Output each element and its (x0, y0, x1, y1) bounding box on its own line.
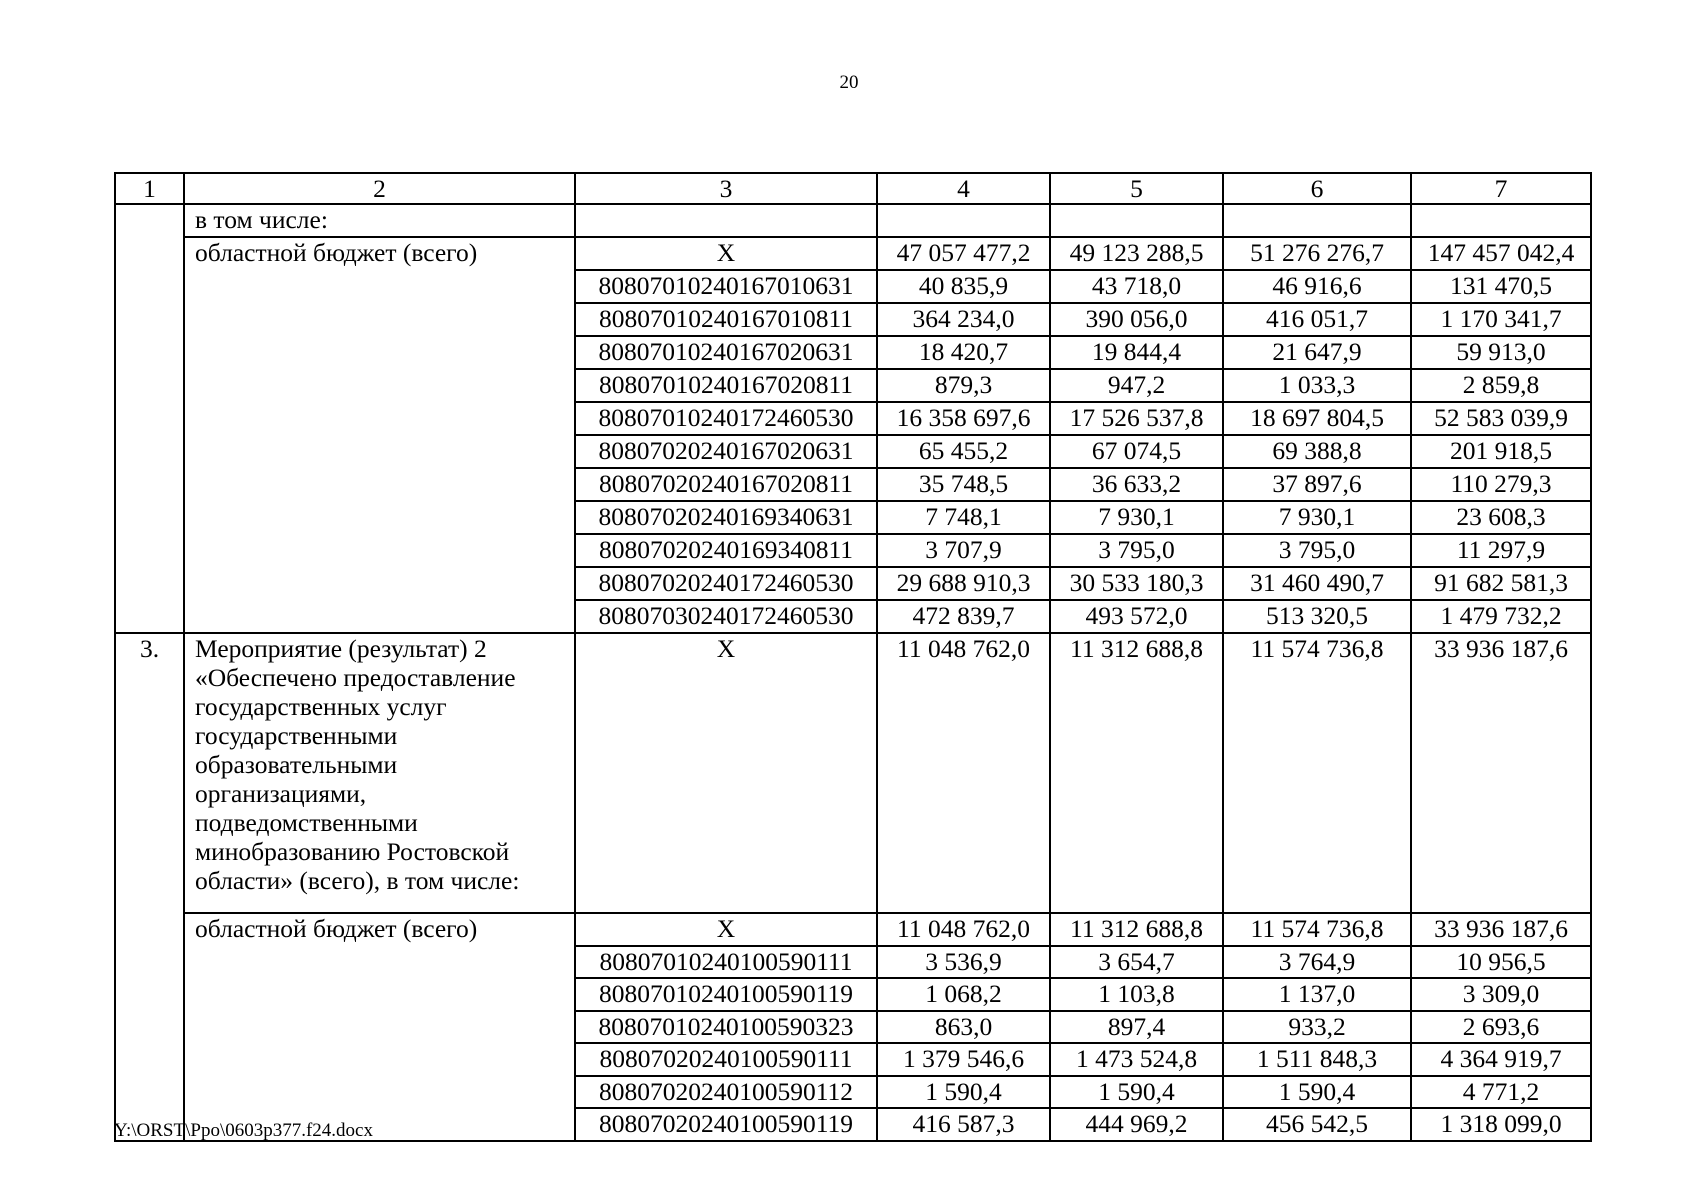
value-cell: 947,2 (1050, 369, 1223, 402)
value-cell: 1 318 099,0 (1411, 1108, 1591, 1141)
header-cell: 6 (1223, 173, 1411, 204)
value-cell: 513 320,5 (1223, 600, 1411, 633)
intro-row (115, 204, 1591, 237)
code-cell: 80807020240100590112 (575, 1076, 877, 1109)
value-cell: 11 574 736,8 (1223, 913, 1411, 946)
value-cell: 3 764,9 (1223, 946, 1411, 979)
code-cell: 80807020240100590111 (575, 1043, 877, 1076)
budget-table (114, 172, 1592, 1142)
value-cell: 201 918,5 (1411, 435, 1591, 468)
value-cell: 1 170 341,7 (1411, 303, 1591, 336)
header-cell: 4 (877, 173, 1050, 204)
page-number: 20 (839, 72, 859, 93)
value-cell: 37 897,6 (1223, 468, 1411, 501)
code-cell: 80807020240169340631 (575, 501, 877, 534)
value-cell: 11 048 762,0 (877, 633, 1050, 913)
code-cell: 80807020240169340811 (575, 534, 877, 567)
section-number-cell (115, 204, 184, 633)
value-cell: 11 312 688,8 (1050, 633, 1223, 913)
value-cell: 1 511 848,3 (1223, 1043, 1411, 1076)
value-cell: 40 835,9 (877, 270, 1050, 303)
value-cell: 1 590,4 (1050, 1076, 1223, 1109)
value-cell: 65 455,2 (877, 435, 1050, 468)
code-cell: 80807020240100590119 (575, 1108, 877, 1141)
value-cell: 110 279,3 (1411, 468, 1591, 501)
budget-total-row (115, 913, 1591, 946)
value-cell: 3 795,0 (1050, 534, 1223, 567)
value-cell: 7 930,1 (1050, 501, 1223, 534)
value-cell: 2 859,8 (1411, 369, 1591, 402)
value-cell: 416 587,3 (877, 1108, 1050, 1141)
value-cell: 3 309,0 (1411, 978, 1591, 1011)
value-cell: 879,3 (877, 369, 1050, 402)
value-cell: 3 536,9 (877, 946, 1050, 979)
budget-label: областной бюджет (всего) (184, 237, 575, 633)
value-cell: 1 068,2 (877, 978, 1050, 1011)
value-cell: 36 633,2 (1050, 468, 1223, 501)
empty-cell (877, 204, 1050, 237)
empty-cell (575, 204, 877, 237)
value-cell: 47 057 477,2 (877, 237, 1050, 270)
value-cell: 1 137,0 (1223, 978, 1411, 1011)
code-cell: X (575, 633, 877, 913)
value-cell: 52 583 039,9 (1411, 402, 1591, 435)
value-cell: 59 913,0 (1411, 336, 1591, 369)
code-cell: 80807010240100590323 (575, 1011, 877, 1044)
value-cell: 33 936 187,6 (1411, 633, 1591, 913)
header-cell: 1 (115, 173, 184, 204)
value-cell: 863,0 (877, 1011, 1050, 1044)
header-cell: 7 (1411, 173, 1591, 204)
value-cell: 31 460 490,7 (1223, 567, 1411, 600)
value-cell: 472 839,7 (877, 600, 1050, 633)
value-cell: 1 479 732,2 (1411, 600, 1591, 633)
code-cell: 80807010240167020631 (575, 336, 877, 369)
value-cell: 3 707,9 (877, 534, 1050, 567)
value-cell: 7 748,1 (877, 501, 1050, 534)
value-cell: 1 473 524,8 (1050, 1043, 1223, 1076)
value-cell: 30 533 180,3 (1050, 567, 1223, 600)
code-cell: 80807010240100590119 (575, 978, 877, 1011)
budget-label: областной бюджет (всего) (184, 913, 575, 1141)
file-path: Y:\ORST\Ppo\0603p377.f24.docx (114, 1120, 373, 1141)
value-cell: 3 654,7 (1050, 946, 1223, 979)
value-cell: 91 682 581,3 (1411, 567, 1591, 600)
value-cell: 364 234,0 (877, 303, 1050, 336)
value-cell: 11 048 762,0 (877, 913, 1050, 946)
value-cell: 35 748,5 (877, 468, 1050, 501)
code-cell: X (575, 237, 877, 270)
value-cell: 18 420,7 (877, 336, 1050, 369)
value-cell: 21 647,9 (1223, 336, 1411, 369)
value-cell: 16 358 697,6 (877, 402, 1050, 435)
value-cell: 4 364 919,7 (1411, 1043, 1591, 1076)
value-cell: 11 312 688,8 (1050, 913, 1223, 946)
section-number: 3. (115, 633, 184, 1141)
header-cell: 2 (184, 173, 575, 204)
value-cell: 493 572,0 (1050, 600, 1223, 633)
value-cell: 2 693,6 (1411, 1011, 1591, 1044)
code-cell: 80807010240167010631 (575, 270, 877, 303)
value-cell: 10 956,5 (1411, 946, 1591, 979)
budget-total-row (115, 237, 1591, 270)
value-cell: 49 123 288,5 (1050, 237, 1223, 270)
value-cell: 7 930,1 (1223, 501, 1411, 534)
value-cell: 43 718,0 (1050, 270, 1223, 303)
value-cell: 3 795,0 (1223, 534, 1411, 567)
value-cell: 29 688 910,3 (877, 567, 1050, 600)
value-cell: 33 936 187,6 (1411, 913, 1591, 946)
value-cell: 4 771,2 (1411, 1076, 1591, 1109)
value-cell: 11 297,9 (1411, 534, 1591, 567)
header-row (115, 173, 1591, 204)
intro-label: в том числе: (184, 204, 575, 237)
code-cell: 80807010240172460530 (575, 402, 877, 435)
value-cell: 390 056,0 (1050, 303, 1223, 336)
value-cell: 46 916,6 (1223, 270, 1411, 303)
value-cell: 17 526 537,8 (1050, 402, 1223, 435)
header-cell: 5 (1050, 173, 1223, 204)
value-cell: 51 276 276,7 (1223, 237, 1411, 270)
value-cell: 416 051,7 (1223, 303, 1411, 336)
empty-cell (1223, 204, 1411, 237)
code-cell: 80807020240172460530 (575, 567, 877, 600)
value-cell: 1 590,4 (877, 1076, 1050, 1109)
value-cell: 1 590,4 (1223, 1076, 1411, 1109)
empty-cell (1050, 204, 1223, 237)
value-cell: 147 457 042,4 (1411, 237, 1591, 270)
value-cell: 11 574 736,8 (1223, 633, 1411, 913)
empty-cell (1411, 204, 1591, 237)
code-cell: 80807020240167020631 (575, 435, 877, 468)
code-cell: 80807010240167010811 (575, 303, 877, 336)
value-cell: 23 608,3 (1411, 501, 1591, 534)
code-cell: 80807010240167020811 (575, 369, 877, 402)
value-cell: 897,4 (1050, 1011, 1223, 1044)
value-cell: 444 969,2 (1050, 1108, 1223, 1141)
value-cell: 1 103,8 (1050, 978, 1223, 1011)
code-cell: 80807020240167020811 (575, 468, 877, 501)
event-row (115, 633, 1591, 913)
value-cell: 1 033,3 (1223, 369, 1411, 402)
value-cell: 131 470,5 (1411, 270, 1591, 303)
code-cell: 80807010240100590111 (575, 946, 877, 979)
code-cell: X (575, 913, 877, 946)
value-cell: 933,2 (1223, 1011, 1411, 1044)
header-cell: 3 (575, 173, 877, 204)
value-cell: 456 542,5 (1223, 1108, 1411, 1141)
value-cell: 67 074,5 (1050, 435, 1223, 468)
value-cell: 19 844,4 (1050, 336, 1223, 369)
code-cell: 80807030240172460530 (575, 600, 877, 633)
value-cell: 18 697 804,5 (1223, 402, 1411, 435)
value-cell: 69 388,8 (1223, 435, 1411, 468)
value-cell: 1 379 546,6 (877, 1043, 1050, 1076)
event-label: Мероприятие (результат) 2 «Обеспечено предоставление государственных услуг государственными образовательными организациями, подведомственными минобразованию Ростовской области» (всего), в том числе: (184, 633, 575, 913)
